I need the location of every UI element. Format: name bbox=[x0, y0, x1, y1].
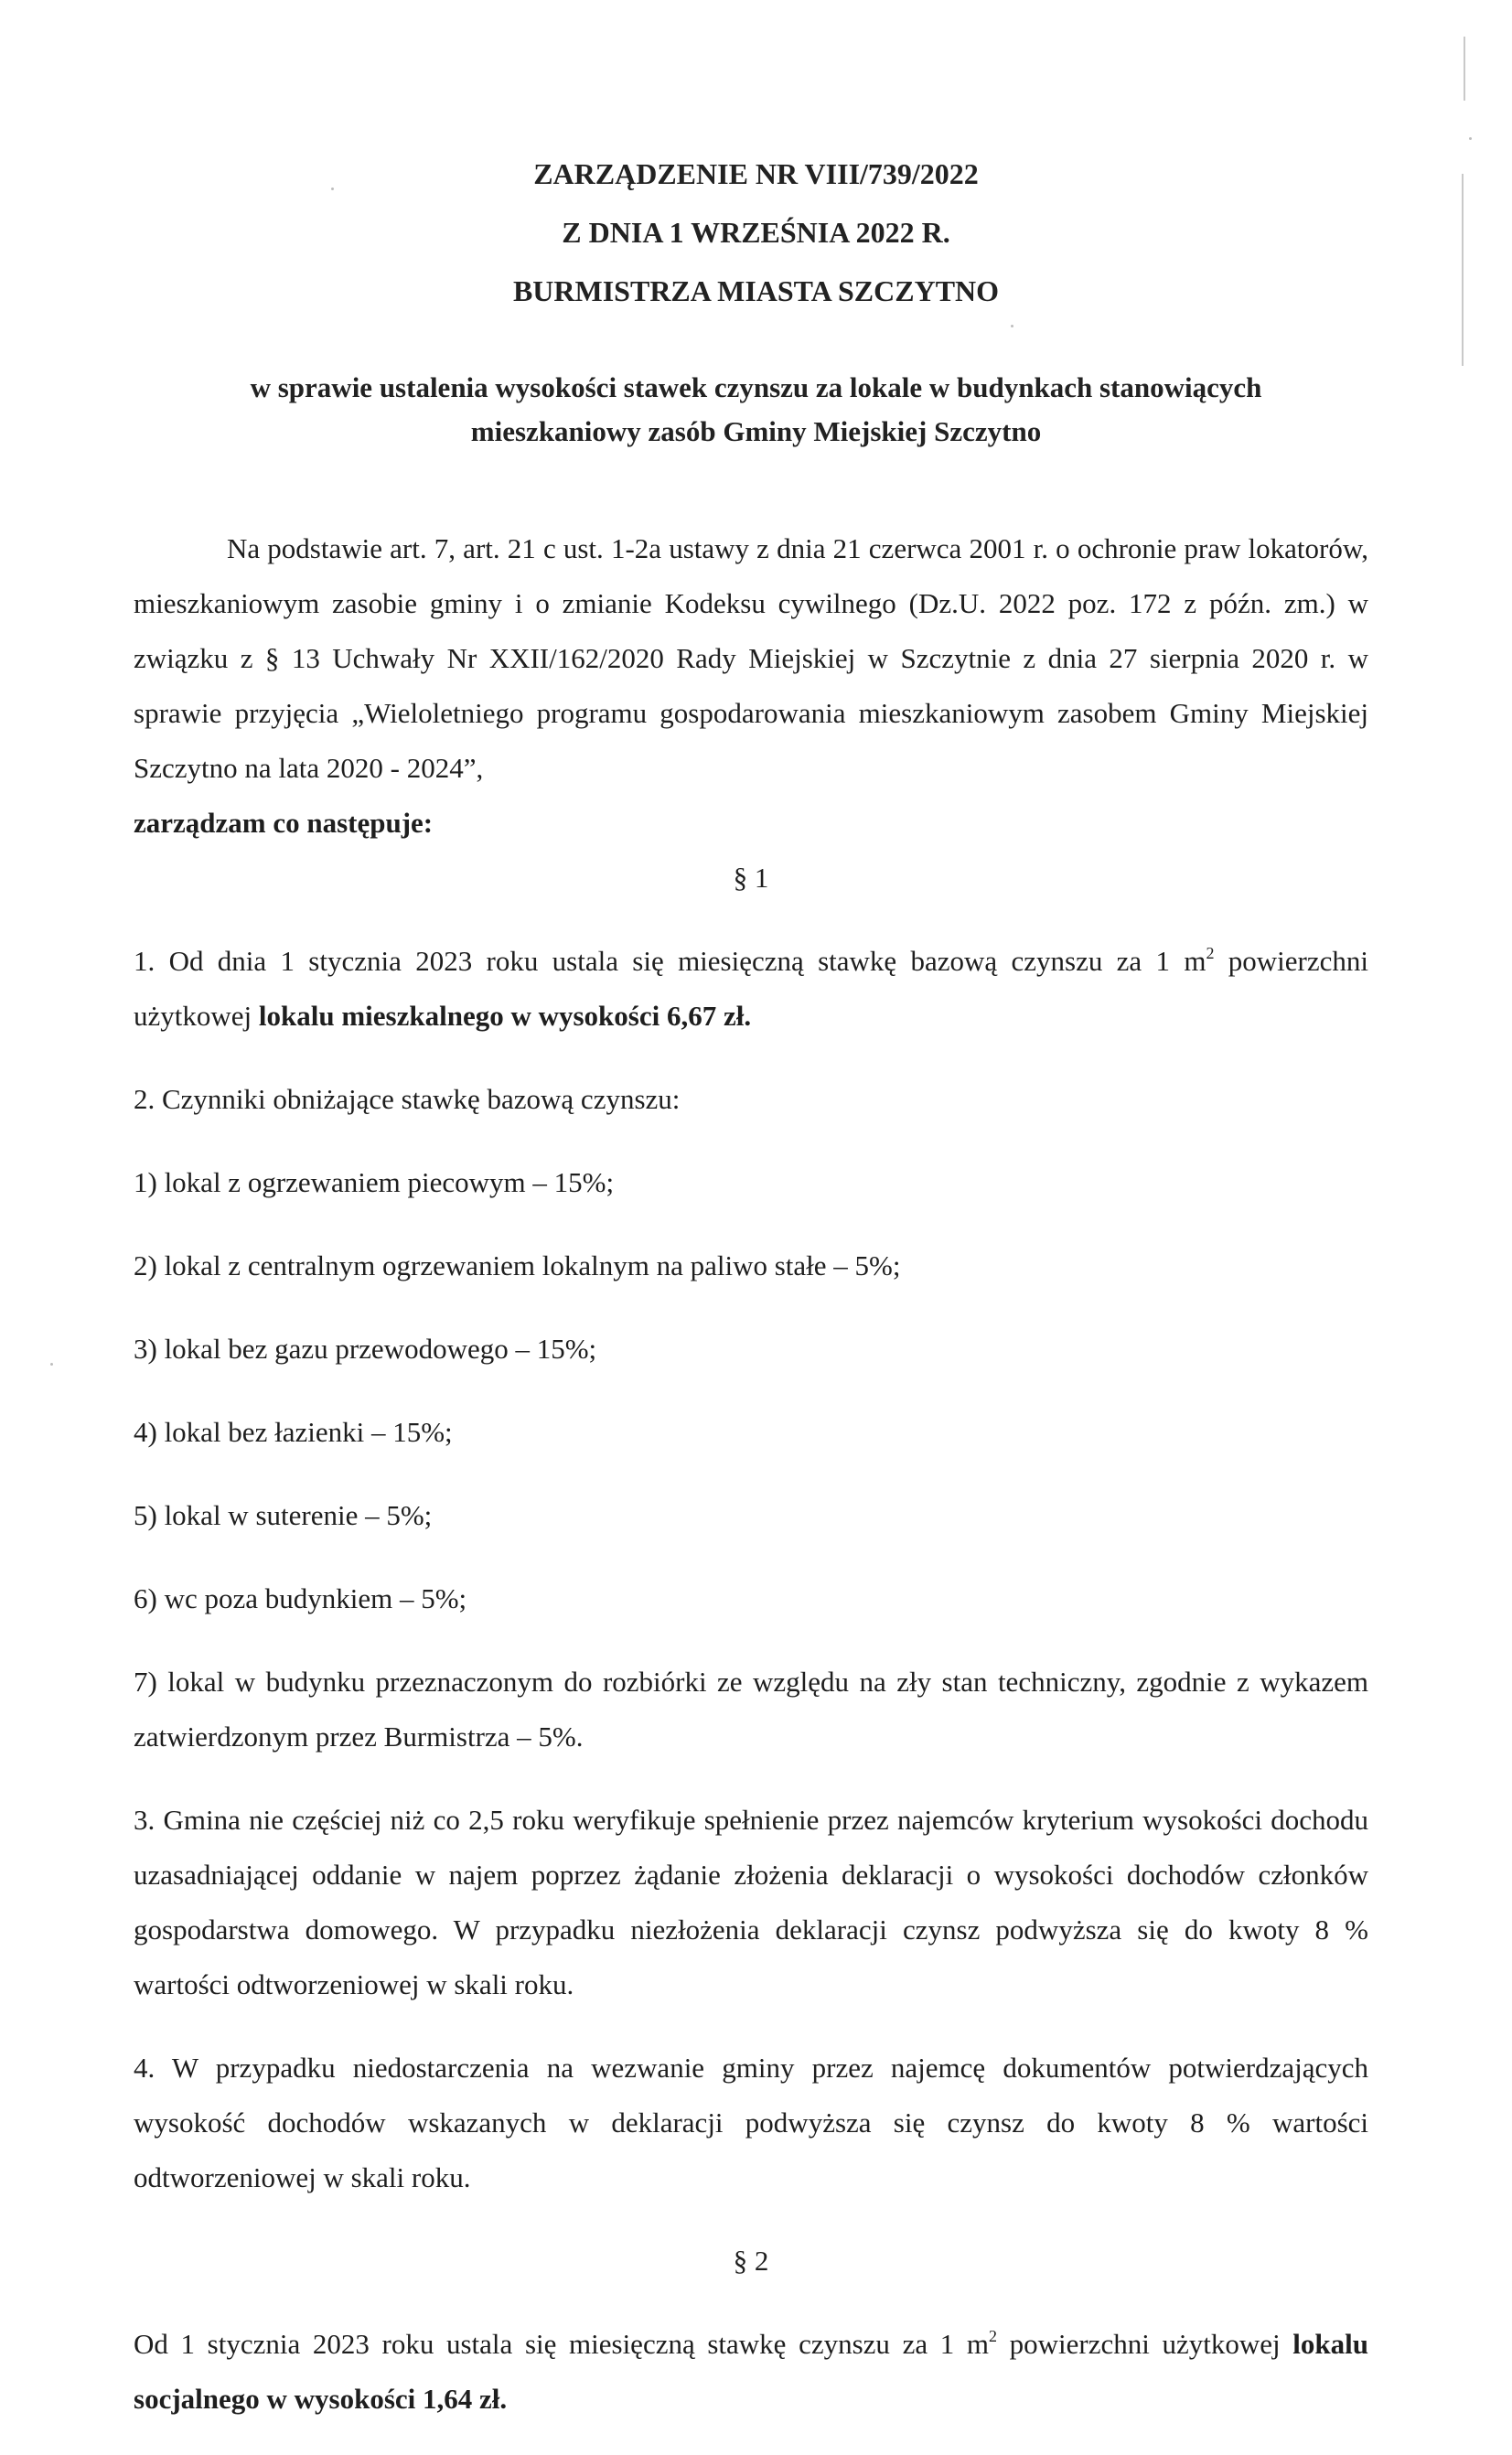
legal-basis-text: Na podstawie art. 7, art. 21 c ust. 1-2a ustawy z dnia 21 czerwca 2001 r. o ochronie praw lokatorów, mieszkaniowym zasobie gminy i o zmianie Kodeksu cywilnego (Dz.U. 2022 poz. 172 z późn. zm.) w związku z § 13 Uchwały Nr XXII/162/2020 Rady Miejskiej w Szczytnie z dnia 27 sierpnia 2020 r. w sprawie przyjęcia „Wieloletniego programu gospodarowania mieszkaniowym zasobem Gminy Miejskiej Szczytno na lata 2020 - 2024”, bbox=[134, 532, 1368, 784]
superscript: 2 bbox=[989, 2326, 997, 2345]
document-header bbox=[0, 155, 1512, 331]
section-1-point-3: 3. Gmina nie częściej niż co 2,5 roku weryfikuje spełnienie przez najemców kryterium wysokości dochodu uzasadniającej oddanie w najem poprzez żądanie złożenia deklaracji o wysokości dochodów członków gospodarstwa domowego. W przypadku niezłożenia deklaracji czynsz podwyższa się do kwoty 8 % wartości odtworzeniowej w skali roku. bbox=[134, 1804, 1368, 2000]
section-2-text-a: Od 1 stycznia 2023 roku ustala się miesięczną stawkę czynszu za 1 m bbox=[134, 2328, 989, 2360]
section-1 bbox=[134, 906, 1368, 2455]
factor-item: 3) lokal bez gazu przewodowego – 15%; bbox=[134, 1333, 597, 1365]
point-1-text: 1. Od dnia 1 stycznia 2023 roku ustala się miesięczną stawkę bazową czynszu za 1 m bbox=[134, 945, 1206, 977]
subject-line-1: w sprawie ustalenia wysokości stawek czynszu za lokale w budynkach stanowiących bbox=[250, 371, 1262, 403]
factor-item: 7) lokal w budynku przeznaczonym do rozbiórki ze względu na zły stan techniczny, zgodnie z wykazem zatwierdzonym przez Burmistrza – 5%. bbox=[134, 1666, 1368, 1753]
subject-line-2: mieszkaniowy zasób Gminy Miejskiej Szczytno bbox=[470, 415, 1042, 447]
legal-basis-paragraph bbox=[134, 521, 1368, 796]
decree-issuer: BURMISTRZA MIASTA SZCZYTNO bbox=[512, 274, 1000, 307]
factor-item: 2) lokal z centralnym ogrzewaniem lokalnym na paliwo stałe – 5%; bbox=[134, 1249, 901, 1281]
decree-number: ZARZĄDZENIE NR VIII/739/2022 bbox=[533, 157, 979, 190]
scan-edge-mark bbox=[1464, 37, 1465, 101]
section-1-point-2: 2. Czynniki obniżające stawkę bazową czynszu: bbox=[134, 1083, 681, 1115]
factor-item: 6) wc poza budynkiem – 5%; bbox=[134, 1582, 467, 1614]
legal-basis bbox=[134, 521, 1368, 906]
factor-item: 1) lokal z ogrzewaniem piecowym – 15%; bbox=[134, 1166, 615, 1198]
section-1-point-4: 4. W przypadku niedostarczenia na wezwanie gminy przez najemcę dokumentów potwierdzających wysokość dochodów wskazanych w deklaracji podwyższa się czynsz do kwoty 8 % wartości odtworzeniowej w skali roku. bbox=[134, 2052, 1368, 2193]
superscript: 2 bbox=[1206, 943, 1215, 962]
section-2-text-b: powierzchni użytkowej bbox=[997, 2328, 1293, 2360]
section-2-rate: lokalu socjalnego w wysokości 1,64 zł. bbox=[134, 2328, 1368, 2415]
scan-speck bbox=[50, 1363, 53, 1366]
section-1-point-1 bbox=[134, 934, 1368, 1044]
decree-formula: zarządzam co następuje: bbox=[134, 807, 434, 839]
factor-item: 5) lokal w suterenie – 5%; bbox=[134, 1499, 433, 1531]
scan-speck bbox=[1469, 137, 1472, 140]
scan-speck bbox=[1011, 325, 1013, 327]
scan-edge-mark bbox=[1462, 174, 1464, 366]
decree-date: Z DNIA 1 WRZEŚNIA 2022 R. bbox=[562, 216, 950, 249]
section-1-mark: § 1 bbox=[733, 862, 769, 894]
point-1-text-cont: powierzchni użytkowej bbox=[134, 945, 1368, 1032]
section-2-mark: § 2 bbox=[733, 2245, 769, 2277]
section-2-text bbox=[134, 2317, 1368, 2427]
scan-speck bbox=[331, 188, 334, 190]
point-1-rate: lokalu mieszkalnego w wysokości 6,67 zł. bbox=[258, 1000, 752, 1032]
document-subject bbox=[137, 366, 1375, 454]
factor-item: 4) lokal bez łazienki – 15%; bbox=[134, 1416, 453, 1448]
